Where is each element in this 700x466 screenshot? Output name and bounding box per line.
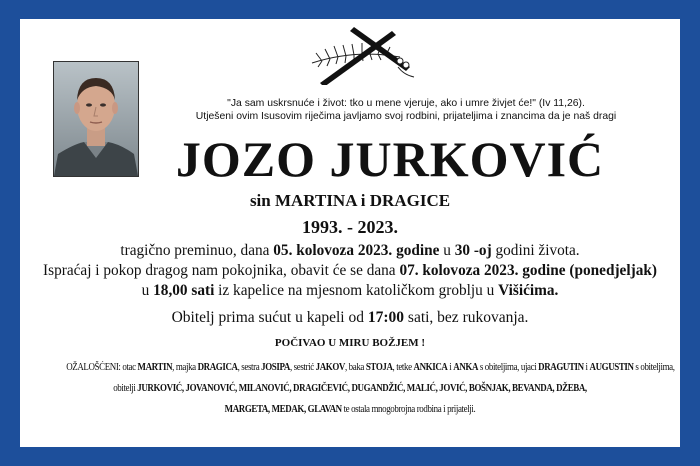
mourner-name: ANKA bbox=[453, 362, 479, 373]
funeral-time: 18,00 sati bbox=[153, 282, 215, 299]
text-segment: u bbox=[439, 242, 455, 259]
text-segment: tragično preminuo, dana bbox=[120, 242, 274, 259]
mourner-relation: i bbox=[583, 362, 590, 373]
cross-with-palm-icon bbox=[300, 27, 430, 85]
obituary-card bbox=[20, 19, 680, 447]
condolences-line bbox=[20, 309, 680, 327]
portrait-image bbox=[54, 62, 138, 176]
mourners-names-list bbox=[138, 362, 675, 373]
rest-in-peace: POČIVAO U MIRU BOŽJEM ! bbox=[274, 337, 426, 349]
mourner-name: JOSIPA bbox=[261, 362, 290, 373]
mourner-relation: , tetke bbox=[392, 362, 414, 373]
death-date: 05. kolovoza 2023. godine bbox=[273, 242, 440, 259]
mourners-suffix: te ostala mnogobrojna rodbina i prijatelji. bbox=[341, 404, 476, 415]
mourner-relation: i bbox=[447, 362, 454, 373]
text-segment: iz kapelice na mjesnom katoličkom groblju u bbox=[214, 282, 499, 299]
mourner-relation: , baka bbox=[344, 362, 366, 373]
death-date-line bbox=[20, 242, 680, 260]
family-names: MARGETA, MEDAK, GLAVAN bbox=[224, 404, 342, 415]
mourners-line-3 bbox=[66, 404, 634, 415]
portrait-photo bbox=[53, 61, 139, 177]
bible-quote bbox=[146, 97, 666, 123]
age: 30 -oj bbox=[454, 242, 492, 259]
mourner-relation: , sestrić bbox=[289, 362, 316, 373]
funeral-place-line bbox=[20, 282, 680, 300]
mourner-relation: , sestra bbox=[237, 362, 262, 373]
mourner-name: ANKICA bbox=[413, 362, 448, 373]
mourner-name: MARTIN bbox=[137, 362, 173, 373]
text-segment: sati, bez rukovanja. bbox=[404, 309, 529, 326]
mourner-name: DRAGICA bbox=[197, 362, 238, 373]
years-line: 1993. - 2023. bbox=[302, 217, 398, 237]
mourner-name: AUGUSTIN bbox=[589, 362, 634, 373]
text-segment: godini života. bbox=[491, 242, 580, 259]
parents-line: sin MARTINA i DRAGICE bbox=[249, 191, 451, 210]
text-segment: Ispraćaj i pokop dragog nam pokojnika, obavit će se dana bbox=[43, 262, 400, 279]
quote-line-1: "Ja sam uskrsnuće i život: tko u mene vjeruje, ako i umre živjet će!" (Iv 11,26). bbox=[227, 98, 585, 109]
mourners-line-2 bbox=[66, 383, 634, 394]
mourners-prefix: obitelji bbox=[113, 383, 138, 394]
mourners-line-1 bbox=[66, 362, 675, 373]
funeral-date: 07. kolovoza 2023. godine (ponedjeljak) bbox=[399, 262, 657, 279]
mourner-name: DRAGUTIN bbox=[538, 362, 584, 373]
mourner-relation: s obiteljima, bbox=[633, 362, 675, 373]
mourner-name: STOJA bbox=[365, 362, 393, 373]
deceased-name: JOZO JURKOVIĆ bbox=[175, 131, 605, 187]
condolence-time: 17:00 bbox=[367, 309, 405, 326]
quote-line-2: Utješeni ovim Isusovim riječima javljamo svoj rodbini, prijateljima i znancima da je naš dragi bbox=[195, 111, 617, 122]
mourners-prefix: OŽALOŠĆENI: otac bbox=[66, 362, 138, 373]
text-segment: u bbox=[141, 282, 154, 299]
text-segment: Obitelj prima sućut u kapeli od bbox=[171, 309, 368, 326]
family-names: JURKOVIĆ, JOVANOVIĆ, MILANOVIĆ, DRAGIČEVIĆ, DUGANDŽIĆ, MALIĆ, JOVIĆ, BOŠNJAK, BEVANDA, DŽEBA, bbox=[137, 383, 587, 394]
funeral-place: Višićima. bbox=[498, 282, 559, 299]
mourner-relation: s obiteljima, ujaci bbox=[478, 362, 539, 373]
mourner-relation: , majka bbox=[172, 362, 198, 373]
funeral-date-line bbox=[20, 262, 680, 280]
mourner-name: JAKOV bbox=[315, 362, 345, 373]
